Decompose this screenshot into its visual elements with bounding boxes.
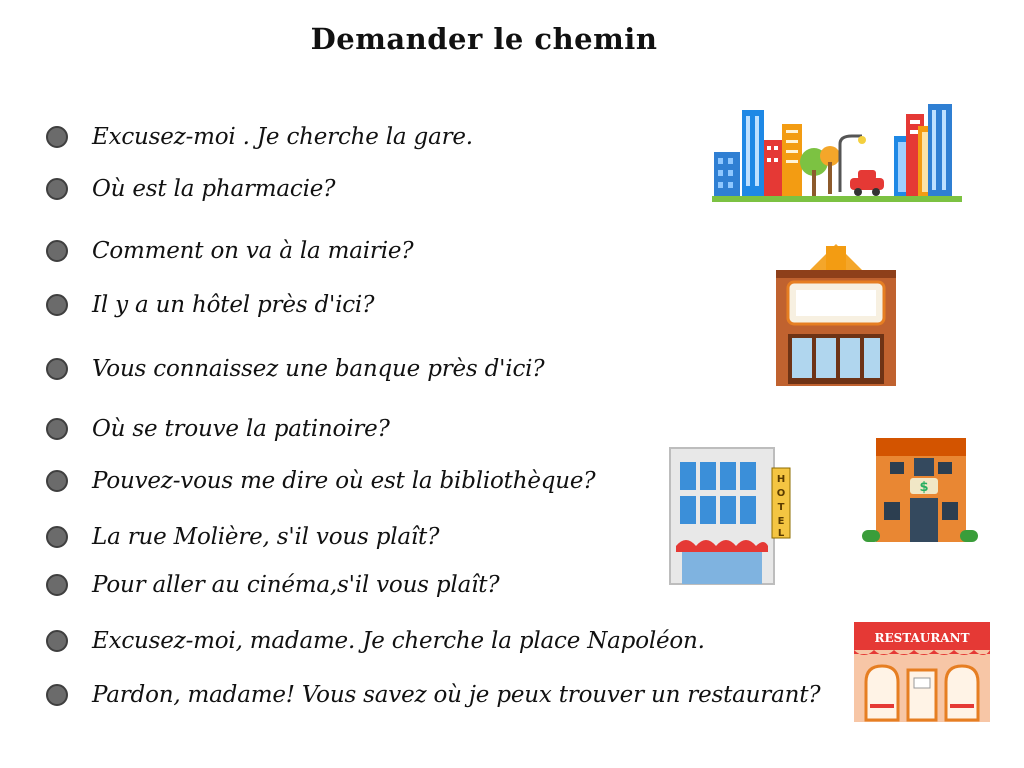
phrase-item <box>46 672 820 718</box>
phrase-item <box>46 406 390 452</box>
restaurant-building-image <box>852 620 992 724</box>
phrase-text: Pour aller au cinéma,s'il vous plaît? <box>92 572 500 598</box>
cinema-building-image <box>774 242 898 388</box>
hotel-sign-letter: O <box>776 488 786 499</box>
bullet-icon <box>46 294 68 316</box>
hotel-sign-letter: L <box>777 528 785 539</box>
phrase-item <box>46 282 374 328</box>
phrase-text: Comment on va à la mairie? <box>92 238 414 264</box>
phrase-item <box>46 514 439 560</box>
bullet-icon <box>46 470 68 492</box>
page-title: Demander le chemin <box>310 22 658 56</box>
bank-dollar-sign: $ <box>919 480 929 495</box>
phrase-text: Il y a un hôtel près d'ici? <box>92 292 375 318</box>
phrase-text: Excusez-moi . Je cherche la gare. <box>92 124 473 150</box>
phrase-item <box>46 114 473 160</box>
phrase-item <box>46 228 413 274</box>
phrase-item <box>46 458 595 504</box>
phrase-text: Excusez-moi, madame. Je cherche la place Napoléon. <box>92 628 705 654</box>
bullet-icon <box>46 526 68 548</box>
phrase-item <box>46 618 705 664</box>
phrase-text: Où est la pharmacie? <box>92 176 336 202</box>
hotel-sign-letter: T <box>777 502 785 513</box>
phrase-text: Vous connaissez une banque près d'ici? <box>92 356 545 382</box>
bullet-icon <box>46 126 68 148</box>
phrase-item <box>46 166 335 212</box>
phrase-item <box>46 346 544 392</box>
bullet-icon <box>46 240 68 262</box>
restaurant-sign: RESTAURANT <box>874 631 970 645</box>
bullet-icon <box>46 358 68 380</box>
phrase-text: Où se trouve la patinoire? <box>92 416 390 442</box>
bullet-icon <box>46 178 68 200</box>
phrase-text: La rue Molière, s'il vous plaît? <box>92 524 440 550</box>
phrase-item <box>46 562 499 608</box>
phrase-text: Pardon, madame! Vous savez où je peux trouver un restaurant? <box>92 682 821 708</box>
bullet-icon <box>46 418 68 440</box>
bullet-icon <box>46 684 68 706</box>
bullet-icon <box>46 630 68 652</box>
hotel-sign-letter: H <box>776 474 786 485</box>
bullet-icon <box>46 574 68 596</box>
city-skyline-image <box>712 100 962 202</box>
bank-building-image <box>862 436 978 548</box>
hotel-sign-letter: E <box>777 516 785 527</box>
phrase-text: Pouvez-vous me dire où est la bibliothèque? <box>92 468 596 494</box>
hotel-building-image <box>668 446 796 586</box>
